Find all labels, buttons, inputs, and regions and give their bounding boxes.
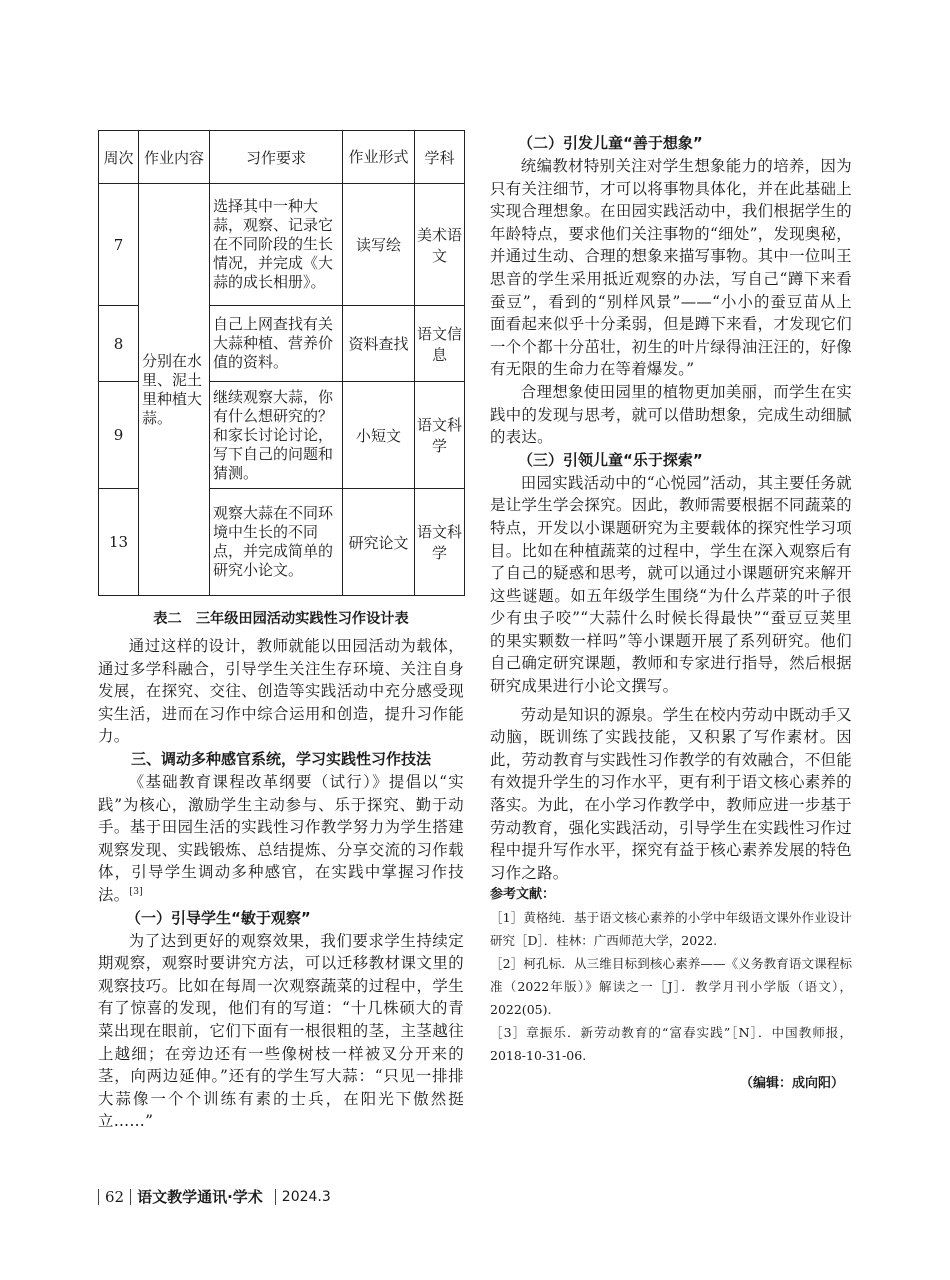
reference-item: ［3］章振乐．新劳动教育的“富春实践”［N］．中国教师报，2018-10-31-06. [490,1025,852,1064]
subject-cell: 语文科学 [415,382,465,489]
form-cell: 资料查找 [343,306,415,382]
header-form: 作业形式 [343,131,415,184]
paragraph: 为了达到更好的观察效果，我们要求学生持续定期观察，观察时要讲究方法，可以迁移教材课文里的观察技巧。比如在每周一次观察蔬菜的过程中，学生有了惊喜的发现，他们有的写道：“十几株硕大的青菜出现在眼前，它们下面有一根很粗的茎，主茎越往上越细；在旁边还有一些像树枝一样被叉分开来的茎，向两边延伸。”还有的学生写大蒜：“只见一排排大蒜像一个个训练有素的士兵，在阳光下傲然挺立……” [98,931,464,1131]
references-heading: 参考文献： [490,887,556,903]
paragraph: 田园实践活动中的“心悦园”活动，其主要任务就是让学生学会探究。因此，教师需要根据不同蔬菜的特点，开发以小课题研究为主要载体的探究性学习项目。比如在种植蔬菜的过程中，学生在深入观察后有了自己的疑惑和思考，就可以通过小课题研究来解开这些谜题。如五年级学生围绕“为什么芹菜的叶子很少有虫子咬”“大蒜什么时候长得最快”“蚕豆豆荚里的果实颗数一样吗”等小课题开展了系列研究。他们自己确定研究课题，教师和专家进行指导，然后根据研究成果进行小论文撰写。 [490,473,852,696]
requirement-cell: 继续观察大蒜，你有什么想研究的？和家长讨论讨论，写下自己的问题和猜测。 [210,382,343,489]
paragraph: 通过这样的设计，教师就能以田园活动为载体，通过多学科融合，引导学生关注生存环境、关注自身发展，在探究、交往、创造等实践活动中充分感受现实生活，进而在习作中综合运用和创造，提升习作能力。 [98,637,464,746]
header-week: 周次 [99,131,139,184]
subsection-heading: （三）引领儿童“乐于探索” [518,450,703,469]
footer-divider [130,1189,131,1205]
week-cell: 9 [99,382,139,489]
citation-mark: [3] [129,886,144,897]
page-number: 62 [105,1187,125,1206]
table-caption: 表二 三年级田园活动实践性习作设计表 [153,611,409,627]
content-cell: 分别在水里、泥土里种植大蒜。 [139,184,210,596]
section-heading: 三、调动多种感官系统，学习实践性习作技法 [130,749,431,768]
subject-cell: 语文科学 [415,489,465,596]
week-cell: 8 [99,306,139,382]
homework-design-table [98,130,465,596]
reference-item: ［1］黄格纯．基于语文核心素养的小学中年级语文课外作业设计研究［D］．桂林：广西师范大学，2022. [490,910,852,949]
footer-divider [98,1189,99,1205]
subsection-heading: （二）引发儿童“善于想象” [518,134,703,152]
week-cell: 13 [99,489,139,596]
header-subject: 学科 [415,131,465,184]
table-row [99,184,465,306]
subject-cell: 美术语文 [415,184,465,306]
page-footer [98,1186,331,1207]
paragraph: 劳动是知识的源泉。学生在校内劳动中既动手又动脑，既训练了实践技能，又积累了写作素材。因此，劳动教育与实践性习作教学的有效融合，不但能有效提升学生的习作水平，更有利于语文核心素养的落实。为此，在小学习作教学中，教师应进一步基于劳动教育，强化实践活动，引导学生在实践性习作过程中提升写作水平，探究有益于核心素养发展的特色习作之路。 [490,705,852,882]
paragraph: 《基础教育课程改革纲要（试行）》提倡以“实践”为核心，激励学生主动参与、乐于探究、勤于动手。基于田园生活的实践性习作教学努力为学生搭建观察发现、实践锻炼、总结提炼、分享交流的习作载体，引导学生调动多种感官，在实践中掌握习作技法。[3] [98,772,464,904]
header-content: 作业内容 [139,131,210,184]
requirement-cell: 观察大蒜在不同环境中生长的不同点，并完成简单的研究小论文。 [210,489,343,596]
paragraph: 统编教材特别关注对学生想象能力的培养，因为只有关注细节，才可以将事物具体化，并在此基础上实现合理想象。在田园实践活动中，我们根据学生的年龄特点，要求他们关注事物的“细处”，发现奥秘，并通过生动、合理的想象来描写事物。其中一位叫王思音的学生采用抵近观察的办法，写自己“蹲下来看蚕豆”，看到的“别样风景”——“小小的蚕豆苗从上面看起来似乎十分柔弱，但是蹲下来看，才发现它们一个个都十分茁壮，初生的叶片绿得油汪汪的，好像有无限的生命力在等着爆发。” [490,157,852,379]
requirement-cell: 自己上网查找有关大蒜种植、营养价值的资料。 [210,306,343,382]
reference-item: ［2］柯孔标．从三维目标到核心素养——《义务教育语文课程标准（2022年版）》解读之一［J］．教学月刊小学版（语文），2022(05). [490,956,852,1018]
footer-divider [275,1189,276,1205]
form-cell: 小短文 [343,382,415,489]
form-cell: 读写绘 [343,184,415,306]
subsection-heading: （一）引导学生“敏于观察” [126,908,311,927]
header-requirement: 习作要求 [210,131,343,184]
journal-name: 语文教学通讯·学术 [137,1188,263,1206]
editor-note: （编辑：成向阳） [739,1076,844,1092]
issue-number: 2024.3 [281,1188,331,1205]
form-cell: 研究论文 [343,489,415,596]
subject-cell: 语文信息 [415,306,465,382]
right-column [490,132,852,1091]
table-header-row [99,131,465,184]
left-column [98,130,464,1133]
requirement-cell: 选择其中一种大蒜，观察、记录它在不同阶段的生长情况，并完成《大蒜的成长相册》。 [210,184,343,306]
week-cell: 7 [99,184,139,306]
paragraph: 合理想象使田园里的植物更加美丽，而学生在实践中的发现与思考，就可以借助想象，完成生动细腻的表达。 [490,382,852,447]
